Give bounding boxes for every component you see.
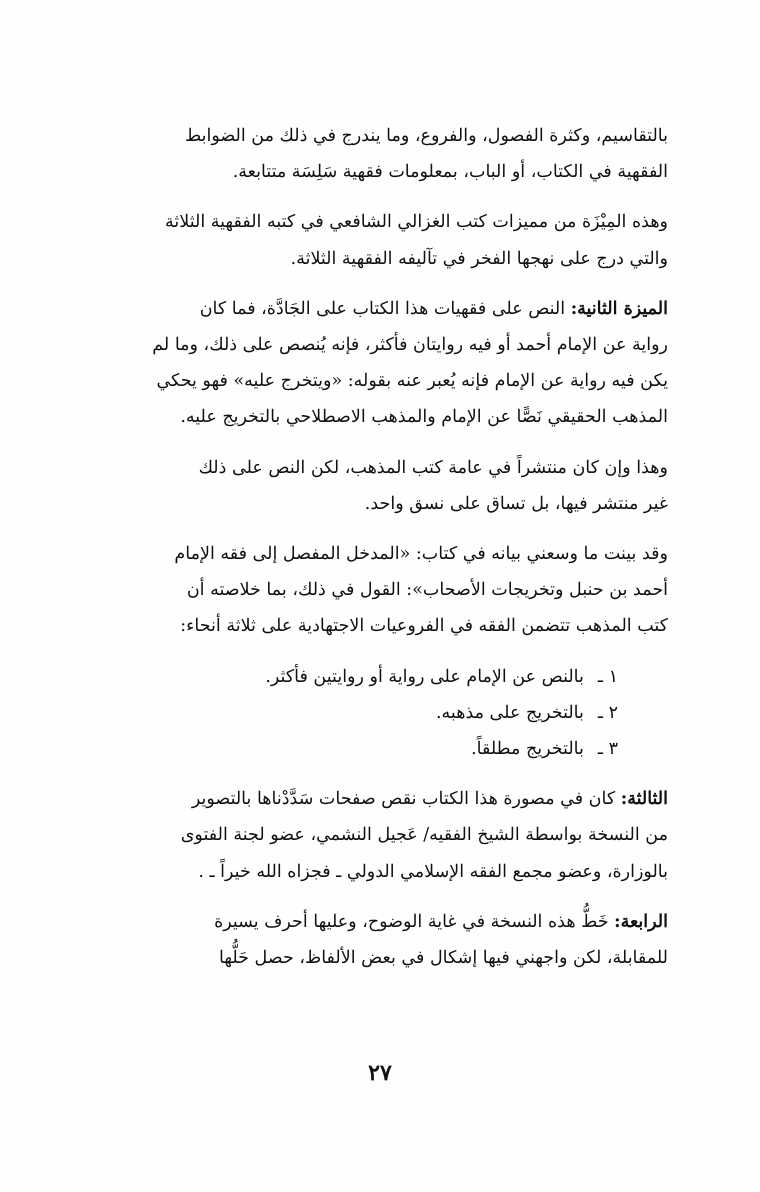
paragraph-2 bbox=[82, 204, 668, 276]
text-run: كان في مصورة هذا الكتاب نقص صفحات سَدَّدْناها بالتصوير bbox=[191, 789, 621, 810]
text-line: يكن فيه رواية عن الإمام فإنه يُعبر عنه بقوله: «ويتخرج عليه» فهو يحكي bbox=[156, 371, 668, 392]
list-item-number: ٢ ـ bbox=[597, 702, 618, 723]
text-line: غير منتشر فيها، بل تساق على نسق واحد. bbox=[364, 493, 668, 514]
text-line: أحمد بن حنبل وتخريجات الأصحاب»: القول في ذلك، بما خلاصته أن bbox=[186, 580, 668, 601]
list-item bbox=[82, 695, 618, 731]
list-item-text: بالتخريج مطلقاً. bbox=[471, 739, 584, 760]
text-line: من النسخة بواسطة الشيخ الفقيه/ عَجيل النشمي، عضو لجنة الفتوى bbox=[180, 825, 668, 846]
text-line: للمقابلة، لكن واجهني فيها إشكال في بعض الألفاظ، حصل حَلُّها bbox=[218, 948, 668, 969]
text-run: النص على فقهيات هذا الكتاب على الجَادَّة، فما كان bbox=[199, 298, 571, 319]
page-number: ٢٧ bbox=[368, 1060, 392, 1086]
text-line: والتي درج على نهجها الفخر في تآليفه الفقهية الثلاثة. bbox=[290, 248, 668, 269]
text-line: وهذا وإن كان منتشراً في عامة كتب المذهب، لكن النص على ذلك bbox=[198, 457, 668, 478]
section-lead-heading: الثالثة: bbox=[620, 789, 668, 810]
text-line: وقد بينت ما وسعني بيانه في كتاب: «المدخل المفصل إلى فقه الإمام bbox=[174, 544, 668, 565]
text-line: كتب المذهب تتضمن الفقه في الفروعيات الاجتهادية على ثلاثة أنحاء: bbox=[180, 616, 668, 637]
list-item bbox=[82, 731, 618, 767]
list-item-text: بالتخريج على مذهبه. bbox=[435, 702, 584, 723]
list-item-number: ٣ ـ bbox=[597, 739, 618, 760]
paragraph-4 bbox=[82, 450, 668, 522]
list-item-number: ١ ـ bbox=[597, 666, 618, 687]
text-run: خَطُّ هذه النسخة في غاية الوضوح، وعليها أحرف يسيرة bbox=[214, 911, 615, 932]
text-line: وهذه المِيْزَة من مميزات كتب الغزالي الشافعي في كتبه الفقهية الثلاثة bbox=[165, 212, 668, 233]
paragraph-5 bbox=[82, 536, 668, 645]
text-line: المذهب الحقيقي نَصًّا عن الإمام والمذهب الاصطلاحي بالتخريج عليه. bbox=[180, 407, 668, 428]
text-line bbox=[82, 781, 668, 817]
text-line: بالتقاسيم، وكثرة الفصول، والفروع، وما يندرج في ذلك من الضوابط bbox=[184, 126, 668, 146]
paragraph-1 bbox=[82, 118, 668, 190]
list-item-text: بالنص عن الإمام على رواية أو روايتين فأكثر. bbox=[265, 666, 584, 687]
text-line: بالوزارة، وعضو مجمع الفقه الإسلامي الدولي ـ فجزاه الله خيراً ـ . bbox=[198, 861, 668, 882]
paragraph-fourth bbox=[82, 904, 668, 976]
text-line: رواية عن الإمام أحمد أو فيه روايتان فأكثر، فإنه يُنصص على ذلك، وما لم bbox=[152, 335, 668, 356]
text-line bbox=[82, 904, 668, 940]
paragraph-third bbox=[82, 781, 668, 890]
page-body bbox=[82, 118, 668, 990]
list-item bbox=[82, 659, 618, 695]
text-line bbox=[82, 291, 668, 327]
section-lead-heading: الرابعة: bbox=[614, 911, 668, 932]
numbered-list bbox=[82, 659, 668, 768]
text-line: الفقهية في الكتاب، أو الباب، بمعلومات فقهية سَلِسَة متتابعة. bbox=[232, 162, 668, 183]
paragraph-second-feature bbox=[82, 291, 668, 436]
section-lead-heading: الميزة الثانية: bbox=[570, 298, 668, 319]
